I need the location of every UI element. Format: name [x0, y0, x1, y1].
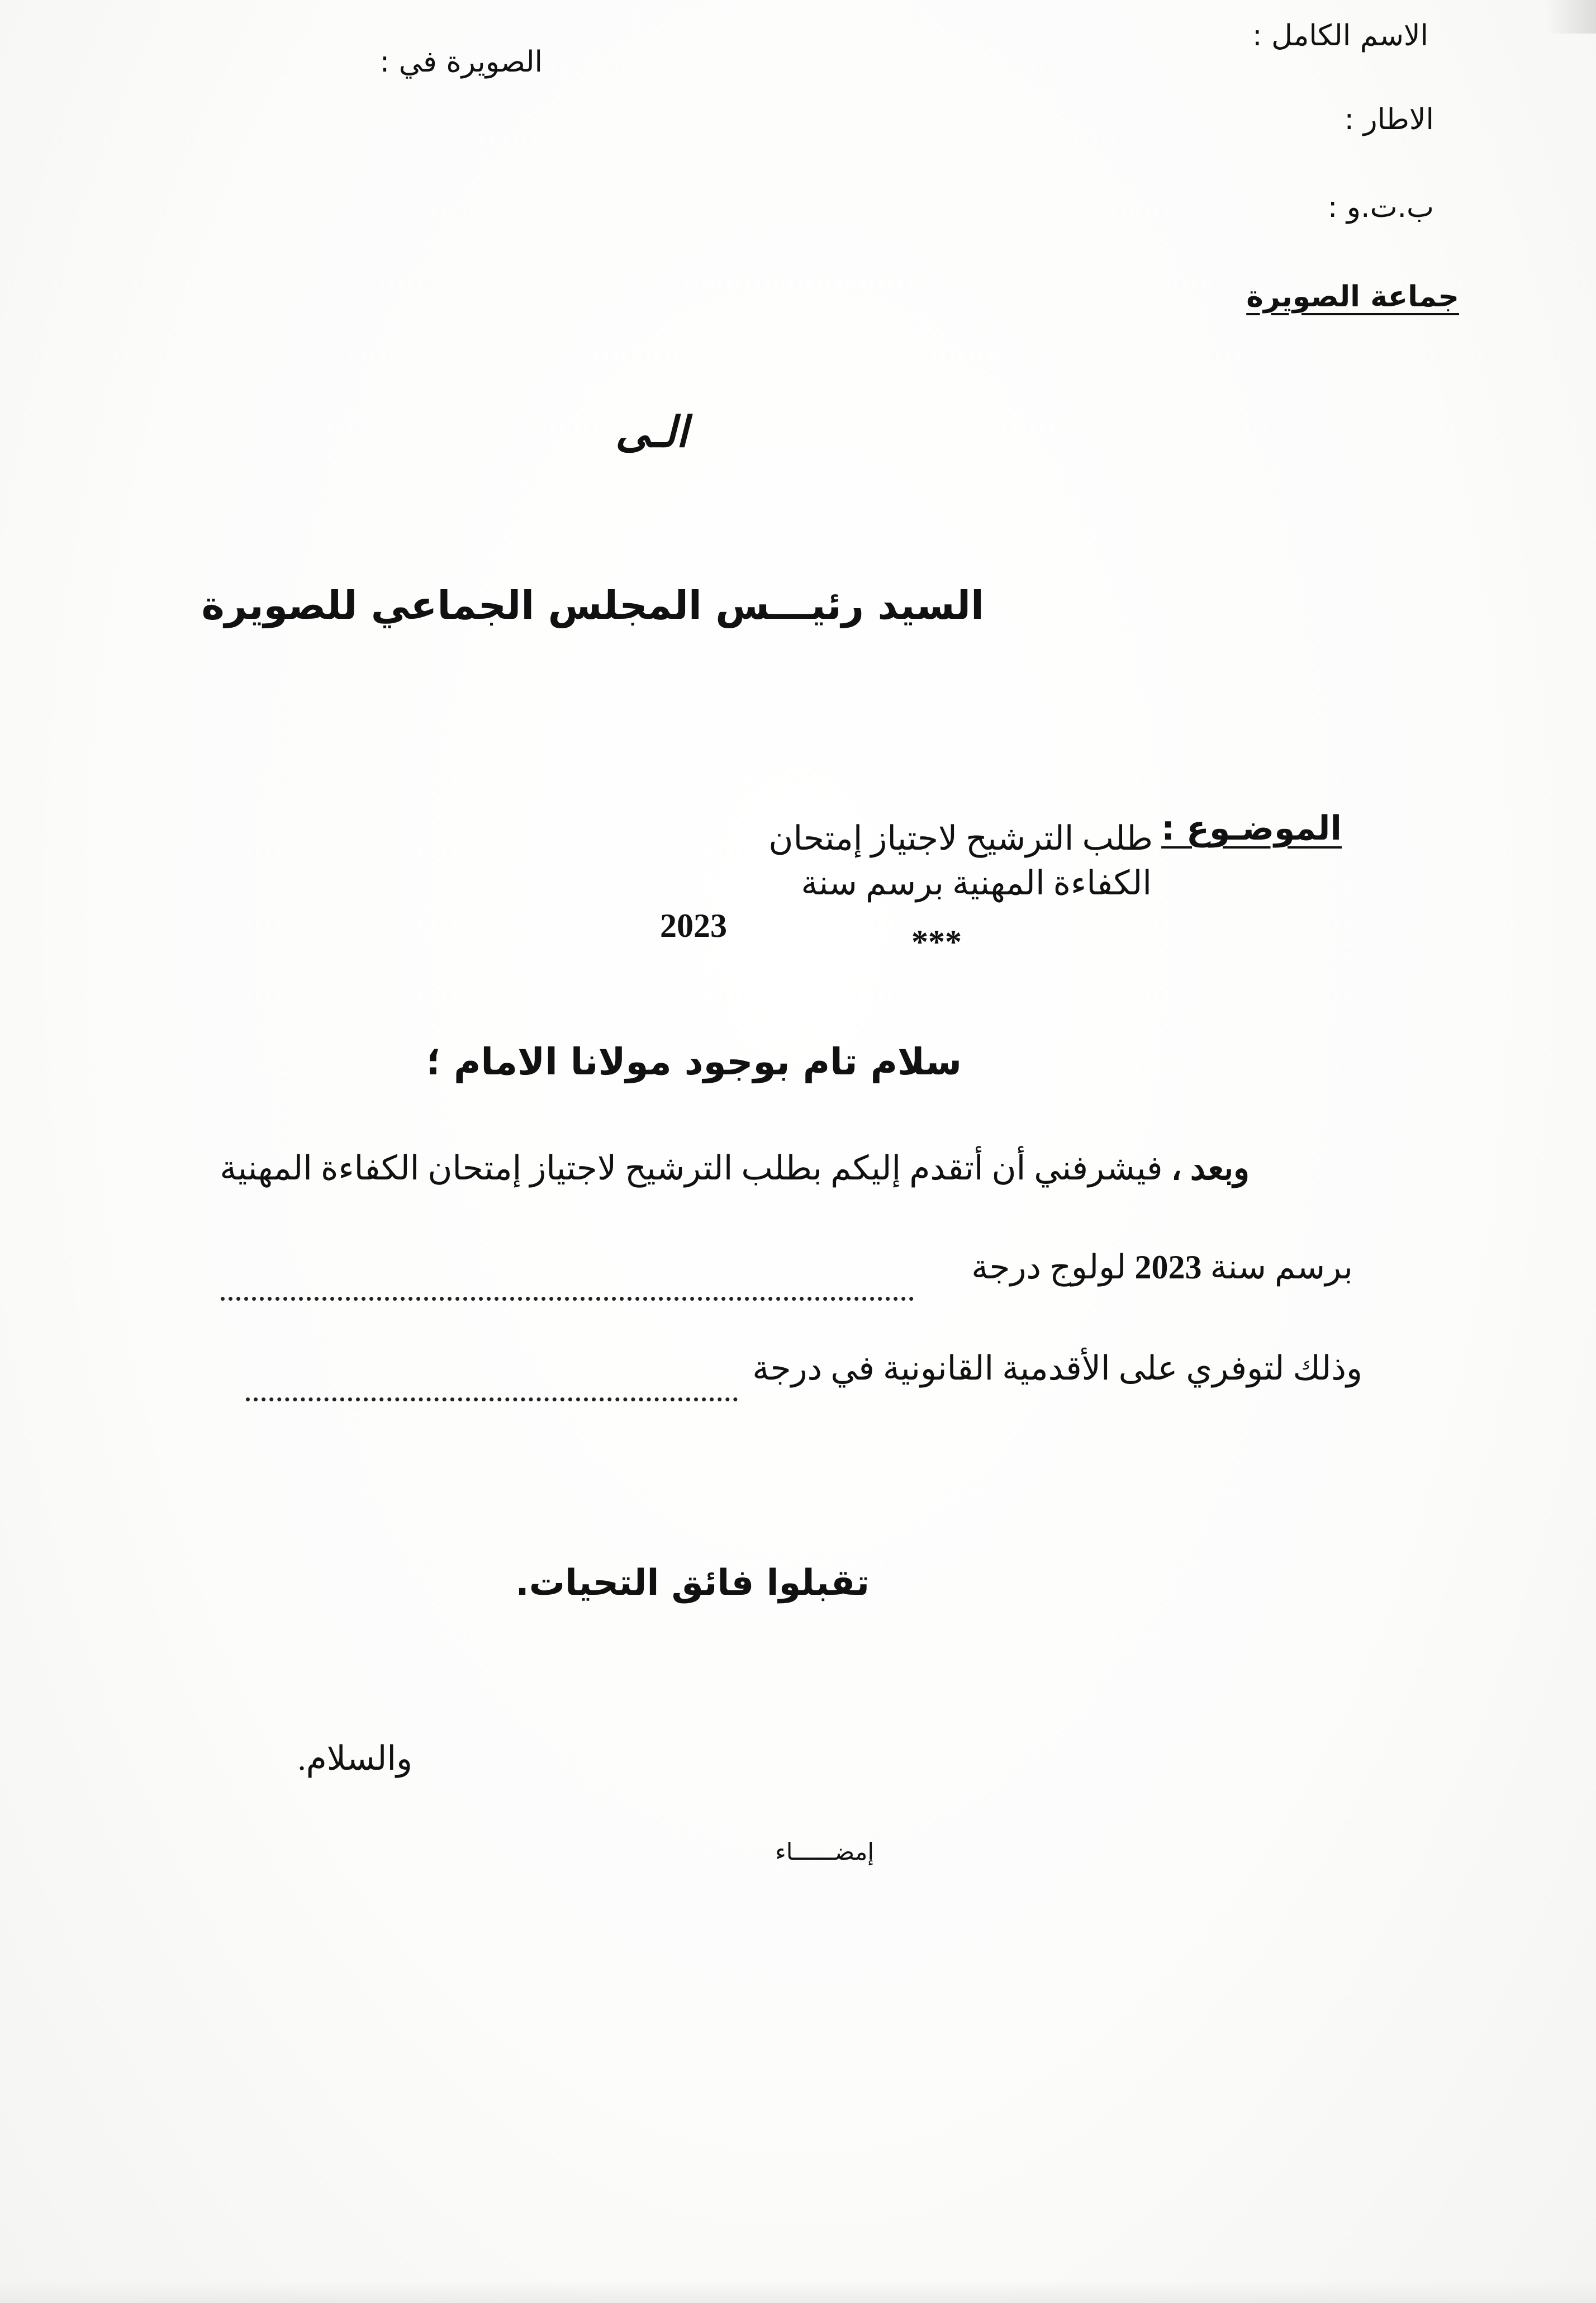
subject-year: 2023	[660, 907, 727, 944]
grade-blank-line-2	[246, 1397, 738, 1401]
scan-shadow-top-right	[1546, 0, 1596, 34]
closing-peace: والسلام.	[297, 1740, 412, 1777]
body-line-2	[971, 1250, 1353, 1284]
body-line-3: وذلك لتوفري على الأقدمية القانونية في درجة	[752, 1350, 1362, 1387]
separator-asterisks: ***	[911, 923, 962, 960]
commune-name: جماعة الصويرة	[1246, 280, 1459, 314]
closing-greeting: تقبلوا فائق التحيات.	[515, 1562, 870, 1604]
to-label: الـى	[615, 407, 688, 457]
body-line-2-prefix: برسم سنة	[1201, 1249, 1353, 1286]
place-date-line: الصويرة في :	[379, 45, 543, 79]
addressee-title: السيد رئيـــس المجلس الجماعي للصويرة	[201, 582, 984, 628]
personal-number-field-label: ب.ت.و :	[1327, 191, 1434, 224]
body-line-1-text: فيشرفني أن أتقدم إليكم بطلب الترشيح لاجتياز إمتحان الكفاءة المهنية	[220, 1150, 1163, 1187]
grade-blank-line-1	[221, 1297, 914, 1301]
full-name-field-label: الاسم الكامل :	[1252, 19, 1428, 53]
scan-shadow-bottom	[0, 2281, 1596, 2303]
body-line-2-suffix: لولوج درجة	[971, 1249, 1135, 1286]
body-line-1	[220, 1152, 1250, 1185]
salutation: سلام تام بوجود مولانا الامام ؛	[426, 1040, 962, 1083]
body-line-2-year: 2023	[1134, 1249, 1202, 1286]
signature-label: إمضــــــاء	[775, 1838, 874, 1865]
body-opening-word: وبعد ،	[1162, 1150, 1250, 1187]
subject-label: الموضـوع :	[1161, 809, 1342, 848]
subject-line-1: طلب الترشيح لاجتياز إمتحان	[768, 820, 1153, 857]
frame-field-label: الاطار :	[1344, 103, 1434, 136]
subject-line-2: الكفاءة المهنية برسم سنة	[801, 865, 1152, 902]
